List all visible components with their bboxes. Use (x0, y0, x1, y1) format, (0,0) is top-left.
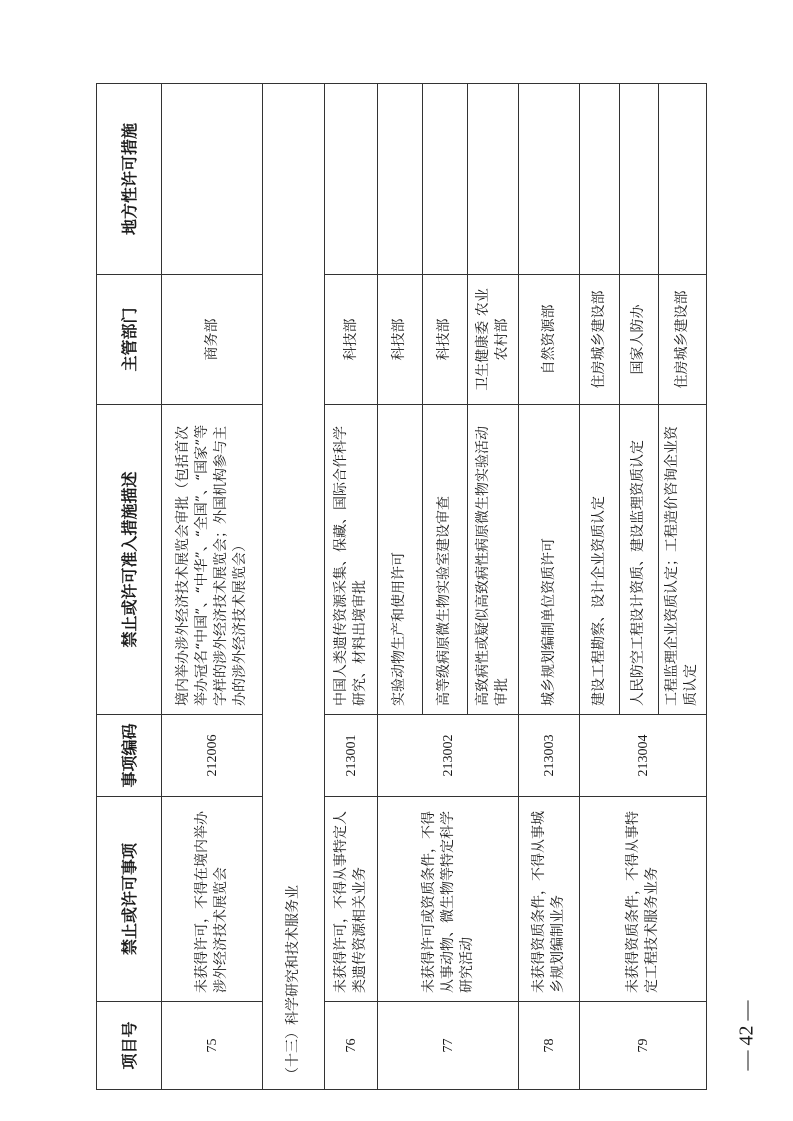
rotated-table-container (96, 84, 707, 1090)
item-text: 未获得许可，不得从事特定人类遗传资源相关业务 (325, 797, 378, 1002)
item-no: 77 (377, 1002, 518, 1090)
dept-text: 住房城乡建设部 (658, 275, 706, 405)
local-measure-cell (467, 84, 518, 275)
header-item-no: 项目号 (97, 1002, 162, 1090)
local-measure-cell (658, 84, 706, 275)
item-text: 未获得资质条件，不得从事城乡规划编制业务 (519, 797, 580, 1002)
local-measure-cell (519, 84, 580, 275)
local-measure-cell (422, 84, 467, 275)
header-measure: 禁止或许可准入措施描述 (97, 405, 162, 715)
item-code: 213002 (377, 715, 518, 797)
local-measure-cell (325, 84, 378, 275)
item-code: 212006 (162, 715, 263, 797)
item-code: 213003 (519, 715, 580, 797)
table-row (377, 84, 422, 1090)
local-measure-cell (377, 84, 422, 275)
item-text: 未获得许可，不得在境内举办涉外经济技术展览会 (162, 797, 263, 1002)
page-number: — 42 — (735, 1000, 758, 1071)
header-item: 禁止或许可事项 (97, 797, 162, 1002)
dept-text: 商务部 (162, 275, 263, 405)
section-row (263, 84, 325, 1090)
measure-text: 建设工程勘察、设计企业资质认定 (580, 405, 620, 715)
section-title: （十三）科学研究和技术服务业 (263, 275, 325, 1090)
header-dept: 主管部门 (97, 275, 162, 405)
section-local-cell (263, 84, 325, 275)
measure-text: 城乡规划编制单位资质许可 (519, 405, 580, 715)
item-text: 未获得资质条件，不得从事特定工程技术服务业务 (580, 797, 707, 1002)
measure-text: 实验动物生产和使用许可 (377, 405, 422, 715)
permit-table (96, 83, 707, 1090)
table-row (580, 84, 620, 1090)
dept-text: 科技部 (422, 275, 467, 405)
measure-text: 高致病性或疑似高致病性病原微生物实验活动审批 (467, 405, 518, 715)
item-text: 未获得许可或资质条件，不得从事动物、微生物等特定科学研究活动 (377, 797, 518, 1002)
dept-text: 科技部 (377, 275, 422, 405)
item-code: 213001 (325, 715, 378, 797)
measure-text: 工程监理企业资质认定；工程造价咨询企业资质认定 (658, 405, 706, 715)
table-row (162, 84, 263, 1090)
local-measure-cell (580, 84, 620, 275)
table-row (519, 84, 580, 1090)
table-header-row (97, 84, 162, 1090)
item-no: 79 (580, 1002, 707, 1090)
item-no: 78 (519, 1002, 580, 1090)
measure-text: 中国人类遗传资源采集、保藏、国际合作科学研究、材料出境审批 (325, 405, 378, 715)
item-no: 75 (162, 1002, 263, 1090)
header-local: 地方性许可措施 (97, 84, 162, 275)
table-row (325, 84, 378, 1090)
dept-text: 国家人防办 (620, 275, 659, 405)
dept-text: 科技部 (325, 275, 378, 405)
measure-text: 境内举办涉外经济技术展览会审批（包括首次举办冠名“中国”、“中华”、“全国”、“国家”等字样的涉外经济技术展览会；外国机构参与主办的涉外经济技术展览会） (162, 405, 263, 715)
local-measure-cell (162, 84, 263, 275)
dept-text: 住房城乡建设部 (580, 275, 620, 405)
item-code: 213004 (580, 715, 707, 797)
dept-text: 自然资源部 (519, 275, 580, 405)
dept-text: 卫生健康委 农业农村部 (467, 275, 518, 405)
measure-text: 高等级病原微生物实验室建设审查 (422, 405, 467, 715)
item-no: 76 (325, 1002, 378, 1090)
header-code: 事项编码 (97, 715, 162, 797)
measure-text: 人民防空工程设计资质、建设监理资质认定 (620, 405, 659, 715)
local-measure-cell (620, 84, 659, 275)
